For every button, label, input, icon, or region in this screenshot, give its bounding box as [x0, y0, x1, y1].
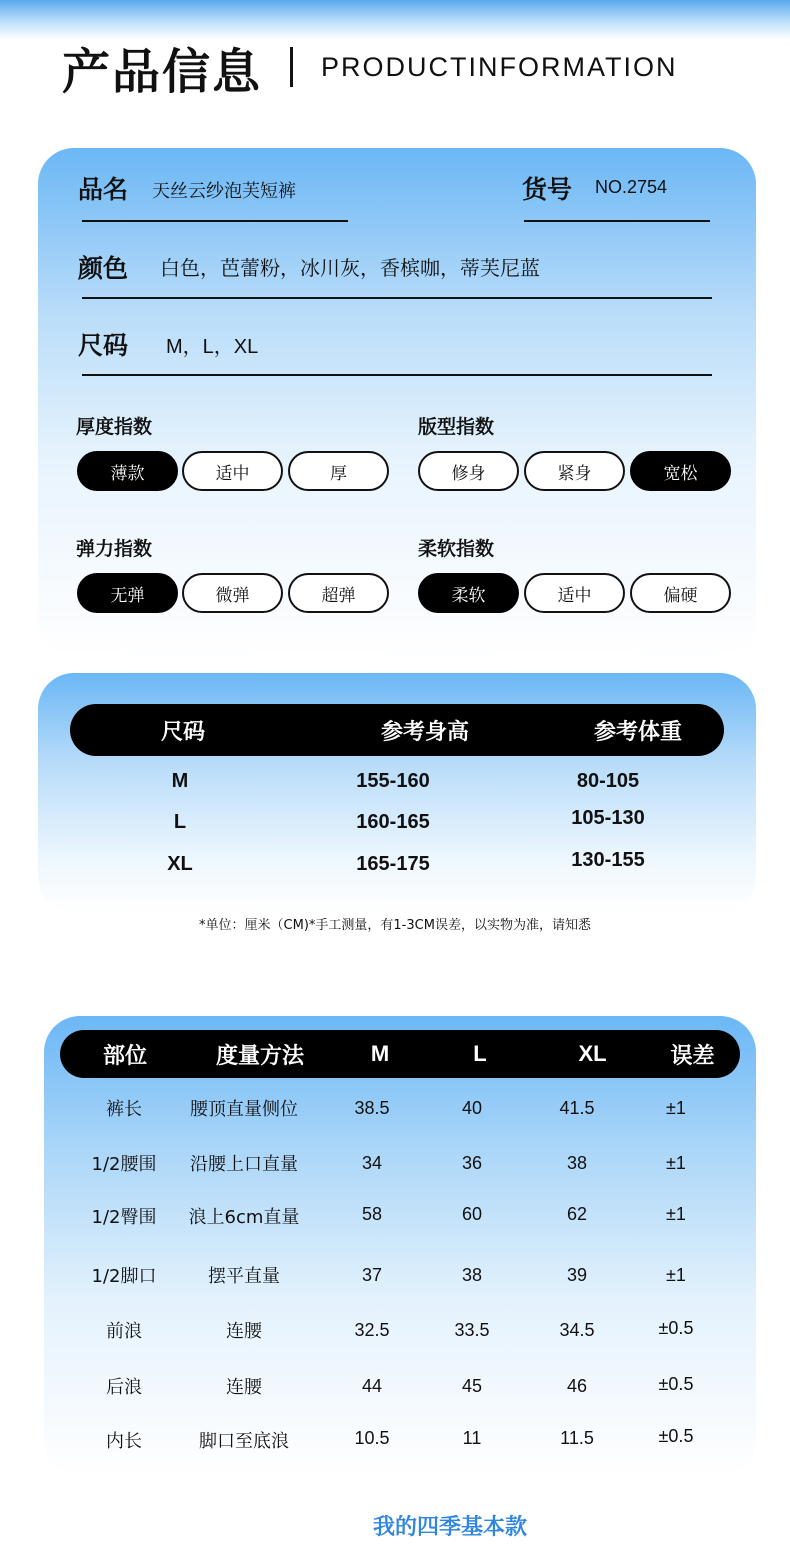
code-label: 货号 [522, 175, 573, 204]
name-label: 品名 [78, 175, 129, 204]
header-divider [290, 47, 293, 87]
thickness-option-thick: 厚 [288, 451, 389, 491]
stretch-option-high: 超弹 [288, 573, 389, 613]
method-cell: 腰顶直量侧位 [190, 1099, 298, 1120]
divider-line [82, 220, 348, 222]
xl-cell: 39 [566, 1264, 588, 1285]
size-header-weight: 参考体重 [593, 719, 682, 745]
part-cell: 内长 [106, 1431, 142, 1452]
measure-header-m: M [370, 1041, 390, 1066]
method-cell: 摆平直量 [208, 1266, 280, 1287]
thickness-index-title: 厚度指数 [76, 416, 153, 438]
method-cell: 浪上6cm直量 [188, 1207, 300, 1228]
name-value: 天丝云纱泡芙短裤 [152, 181, 296, 202]
measure-header-xl: XL [578, 1041, 607, 1066]
product-info-card [38, 148, 756, 658]
fit-option-tight: 紧身 [524, 451, 625, 491]
size-label: 尺码 [78, 331, 129, 360]
page-header [62, 36, 678, 98]
method-cell: 脚口至底浪 [199, 1431, 289, 1452]
measure-header-l: L [473, 1041, 487, 1066]
tolerance-cell: ±0.5 [658, 1373, 694, 1394]
code-value: NO.2754 [595, 177, 668, 197]
softness-option-medium: 适中 [524, 573, 625, 613]
xl-cell: 38 [566, 1152, 588, 1173]
height-cell: 155-160 [356, 769, 430, 792]
measure-header-part: 部位 [102, 1043, 147, 1069]
size-reference-card [38, 673, 756, 913]
stretch-option-slight: 微弹 [182, 573, 283, 613]
m-cell: 38.5 [354, 1097, 390, 1118]
thickness-option-medium: 适中 [182, 451, 283, 491]
method-cell: 连腰 [226, 1321, 262, 1342]
l-cell: 11 [462, 1427, 482, 1448]
tolerance-cell: ±1 [666, 1152, 686, 1173]
part-cell: 1/2腰围 [91, 1154, 157, 1175]
xl-cell: 46 [566, 1375, 588, 1396]
part-cell: 后浪 [106, 1377, 142, 1398]
thickness-option-thin: 薄款 [77, 451, 178, 491]
size-header-height: 参考身高 [380, 719, 469, 745]
part-cell: 1/2脚口 [91, 1266, 157, 1287]
m-cell: 58 [361, 1203, 383, 1224]
size-cell: M [171, 769, 189, 792]
divider-line [524, 220, 710, 222]
xl-cell: 11.5 [560, 1427, 594, 1448]
size-table-header [70, 704, 724, 756]
weight-cell: 130-155 [571, 848, 645, 871]
page-title: 产品信息 [62, 43, 263, 100]
part-cell: 前浪 [106, 1321, 142, 1342]
l-cell: 36 [461, 1152, 483, 1173]
l-cell: 33.5 [454, 1319, 490, 1340]
m-cell: 44 [361, 1375, 383, 1396]
l-cell: 38 [461, 1264, 483, 1285]
divider-line [82, 297, 712, 299]
m-cell: 10.5 [354, 1427, 390, 1448]
measurement-card [44, 1016, 756, 1476]
part-cell: 1/2臀围 [91, 1207, 157, 1228]
part-cell: 裤长 [106, 1099, 142, 1120]
softness-index-title: 柔软指数 [418, 538, 495, 560]
stretch-index-title: 弹力指数 [76, 538, 153, 560]
height-cell: 160-165 [356, 810, 430, 833]
softness-option-firm: 偏硬 [630, 573, 731, 613]
m-cell: 34 [361, 1152, 383, 1173]
m-cell: 37 [361, 1264, 383, 1285]
weight-cell: 80-105 [576, 769, 640, 792]
l-cell: 40 [461, 1097, 483, 1118]
tolerance-cell: ±0.5 [658, 1317, 694, 1338]
measure-header-method: 度量方法 [215, 1043, 304, 1069]
method-cell: 沿腰上口直量 [190, 1154, 298, 1175]
measure-table-header [60, 1030, 740, 1078]
height-cell: 165-175 [356, 852, 430, 875]
size-cell: L [173, 810, 187, 833]
xl-cell: 34.5 [559, 1319, 595, 1340]
softness-option-soft: 柔软 [418, 573, 519, 613]
size-value: M，L，XL [166, 336, 259, 358]
size-header-size: 尺码 [160, 719, 205, 745]
tolerance-cell: ±1 [666, 1203, 686, 1224]
method-cell: 连腰 [226, 1377, 262, 1398]
xl-cell: 62 [566, 1203, 588, 1224]
l-cell: 60 [461, 1203, 483, 1224]
fit-index-title: 版型指数 [418, 416, 495, 438]
tolerance-cell: ±1 [666, 1264, 686, 1285]
size-cell: XL [167, 852, 193, 875]
weight-cell: 105-130 [571, 806, 645, 829]
measurement-note: *单位：厘米（CM)*手工测量，有1-3CM误差，以实物为准，请知悉 [199, 918, 591, 933]
divider-line [82, 374, 712, 376]
color-label: 颜色 [78, 254, 129, 283]
tolerance-cell: ±1 [666, 1097, 686, 1118]
footer-slogan: 我的四季基本款 [372, 1515, 527, 1540]
l-cell: 45 [461, 1375, 483, 1396]
fit-option-loose: 宽松 [630, 451, 731, 491]
stretch-option-none: 无弹 [77, 573, 178, 613]
xl-cell: 41.5 [559, 1097, 595, 1118]
page-title-english: PRODUCTINFORMATION [321, 51, 678, 82]
fit-option-slim: 修身 [418, 451, 519, 491]
tolerance-cell: ±0.5 [658, 1425, 694, 1446]
m-cell: 32.5 [354, 1319, 390, 1340]
color-value: 白色，芭蕾粉，冰川灰，香槟咖，蒂芙尼蓝 [160, 256, 540, 280]
measure-header-tolerance: 误差 [670, 1043, 715, 1069]
